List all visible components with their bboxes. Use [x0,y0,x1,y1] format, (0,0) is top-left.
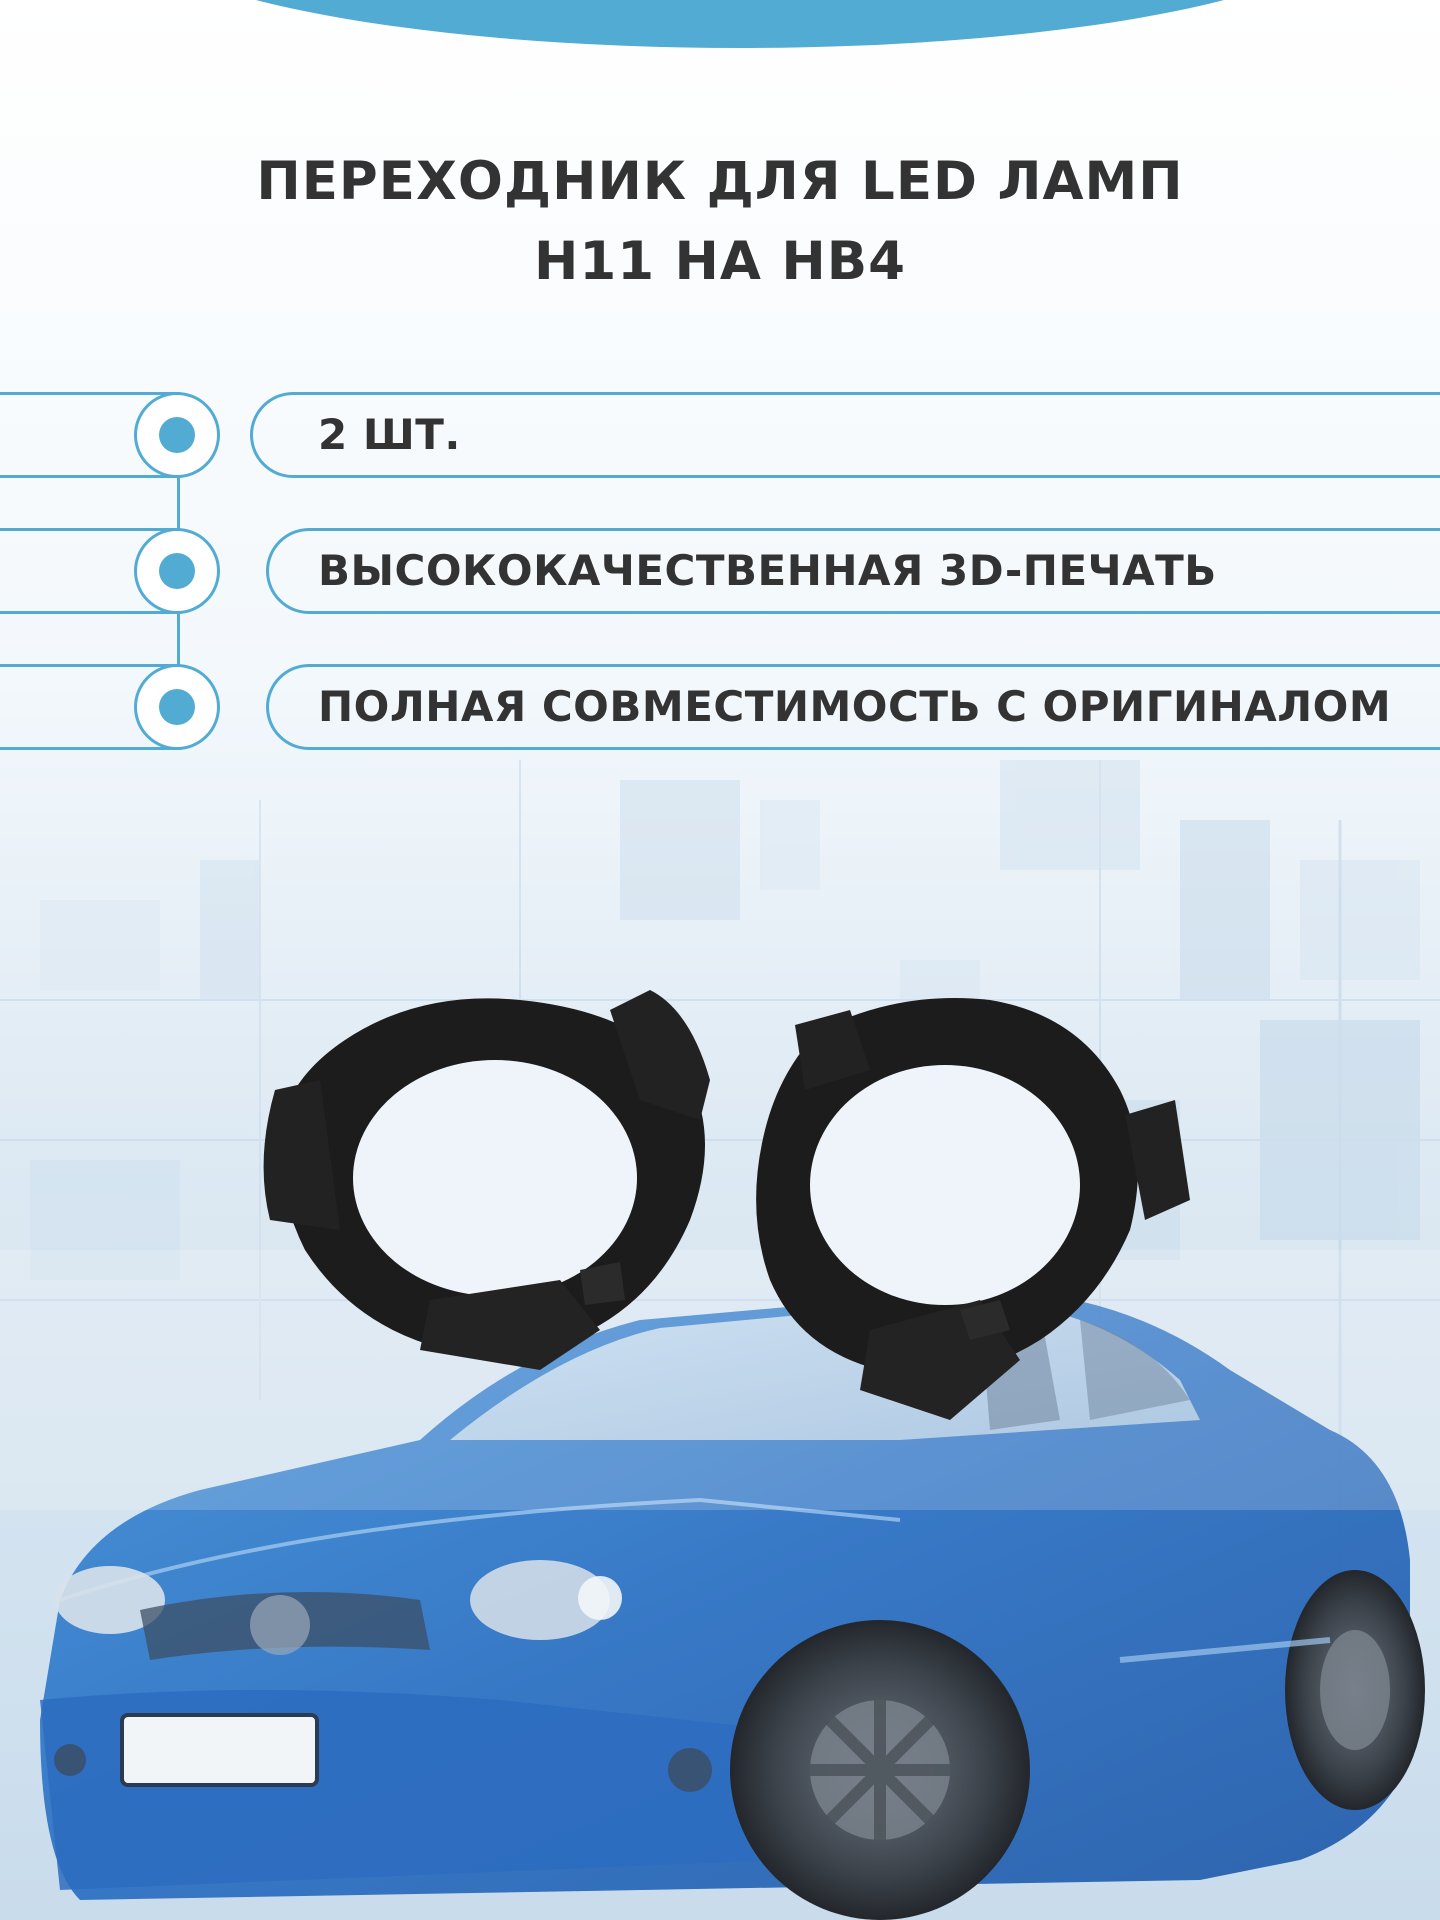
license-plate [122,1715,317,1785]
product-title [0,142,1440,302]
bullet-dot-icon [134,392,220,478]
product-title-line-1: ПЕРЕХОДНИК ДЛЯ LED ЛАМП [256,151,1184,212]
bullet-dot-icon [134,664,220,750]
bullet-dot-icon [134,528,220,614]
feature-label: ПОЛНАЯ СОВМЕСТИМОСТЬ С ОРИГИНАЛОМ [318,682,1392,731]
product-title-line-2: H11 НА HB4 [533,231,907,292]
feature-label: ВЫСОКОКАЧЕСТВЕННАЯ 3D-ПЕЧАТЬ [318,546,1217,595]
feature-label: 2 ШТ. [318,410,461,459]
